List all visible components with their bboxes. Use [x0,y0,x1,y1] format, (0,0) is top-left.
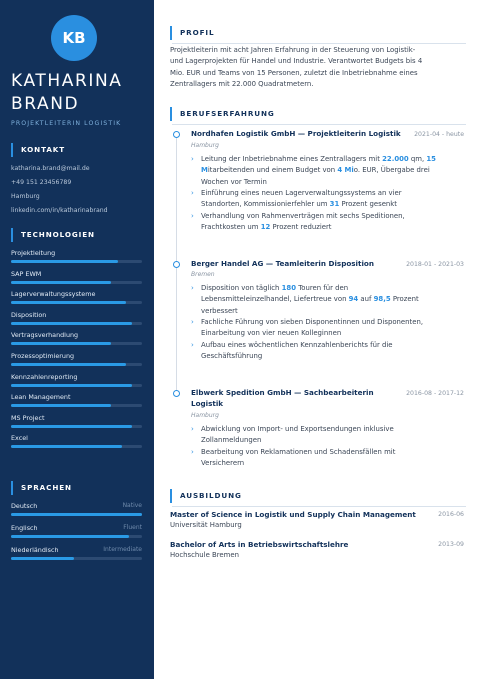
bullet-text: itarbeitenden und einem Budget von [207,166,338,175]
timeline-dot [173,390,180,397]
highlight-number: 31 [329,200,340,209]
bullet-line [191,306,466,317]
bullet-text: Einarbeitung von vier neuen Kolleginnen [201,329,342,338]
timeline-dot [173,131,180,138]
bullet-line [191,447,466,458]
skill-bar [11,445,142,448]
bullet-text: Verhandlung von Rahmenverträgen mit sechs Speditionen, [201,211,405,220]
timeline-dot [173,261,180,268]
job-title: Berger Handel AG — Teamleiterin Disposition [191,259,374,268]
bullet-text: Geschäftsführung [201,351,263,360]
highlight-number: 180 [281,284,297,292]
bullet-text: Fachliche Führung von sieben Disponentinnen und Disponenten, [201,317,424,326]
skill-label: Prozessoptimierung [11,352,75,360]
summary-line: Zentrallagers mit 22.000 Quadratmetern. [170,79,314,88]
bullet-line [191,211,466,222]
job-date: 2016-08 - 2017-12 [406,390,464,397]
contact-phone[interactable]: +49 151 23456789 [11,179,72,186]
bullet-line [191,188,466,199]
bullet-text: verbessert [201,306,238,315]
skill-bar [11,260,142,263]
skill-label: Kennzahlenreporting [11,372,78,381]
bullet-arrow-icon: › [191,340,194,349]
skill-bar-fill [11,363,126,366]
bullet-text: Bearbeitung von Reklamationen und Schadensfällen mit [201,447,396,456]
bullet-text: Versicherern [201,458,245,467]
job-title-continued: Logistik [191,399,224,408]
highlight-number: M [201,166,208,175]
bullet-line [191,435,466,446]
language-label: Englisch [11,524,38,532]
summary-line: Mio. EUR und Teams von 15 Personen, zuletzt die Inbetriebnahme eines [170,68,418,77]
bullet-arrow-icon: › [191,425,194,433]
language-bar [11,535,142,538]
job-location: Hamburg [191,412,219,419]
bullet-text: Abwicklung von Import- und Exportsendungen inklusive [201,425,394,433]
skill-label: MS Project [11,413,45,422]
bullet-arrow-icon: › [191,317,194,326]
first-name: KATHARINA [11,71,123,91]
sidebar [0,0,154,679]
skill-bar [11,425,142,428]
bullet-arrow-icon: › [191,447,194,456]
job-location: Bremen [191,271,215,278]
contact-city: Hamburg [11,193,40,200]
languages-heading: SPRACHEN [11,481,142,495]
summary-line: und Lagerprojekten für Handel und Industrie. Verantwortet Budgets bis 4 [170,57,423,66]
highlight-number: 22.000 [382,155,409,163]
bullet-text: Standorten, Kommissionierfehler um [201,200,330,209]
bullet-line [191,294,466,305]
bullet-text: Prozent [390,295,419,304]
profile-summary [170,45,462,90]
skill-bar-fill [11,260,118,263]
skill-bar-fill [11,425,132,428]
skill-label: Lagerverwaltungssysteme [11,290,96,299]
bullet-text: Prozent gesenkt [339,200,397,209]
language-bar [11,513,142,516]
bullet-text: Wochen vor Termin [201,177,267,186]
bullet-arrow-icon: › [191,211,194,220]
job-title: Nordhafen Logistik GmbH — Projektleiterin Logistik [191,129,401,138]
skill-bar [11,404,142,407]
bullet-text: Einführung eines neuen Lagerverwaltungssystems an vier [201,188,402,197]
divider [172,124,466,125]
skill-bar-fill [11,404,111,407]
bullet-arrow-icon: › [191,284,194,292]
job-date: 2021-04 - heute [414,131,464,138]
bullet-line [191,317,466,328]
bullet-line [191,222,466,233]
skill-bar [11,384,142,387]
skill-label: Projektleitung [11,249,56,257]
highlight-number: 12 [260,222,271,231]
skill-bar [11,281,142,284]
contact-email[interactable]: katharina.brand@mail.de [11,165,90,172]
bullet-line [191,424,466,435]
skill-label: Disposition [11,310,47,319]
language-label: Deutsch [11,502,38,510]
skill-bar [11,363,142,366]
highlight-number: 94 [348,295,359,304]
skill-bar-fill [11,301,126,304]
education-degree: Bachelor of Arts in Betriebswirtschaftslehre [170,540,349,549]
language-level: Native [122,502,142,509]
job-role: PROJEKTLEITERIN LOGISTIK [11,120,122,127]
bullet-text: o. EUR, Übergabe drei [353,166,430,175]
bullet-text: Frachtkosten um [201,222,261,231]
education-school: Hochschule Bremen [170,551,239,559]
last-name: BRAND [11,94,80,114]
bullet-text: Lebensmitteleinzelhandel, Liefertreue von [201,295,349,304]
skill-label: Vertragsverhandlung [11,331,79,340]
bullet-line [191,351,466,362]
bullet-text: Touren für den [296,284,349,292]
highlight-number: 98,5 [373,295,391,304]
education-degree: Master of Science in Logistik und Supply Chain Management [170,510,416,519]
skill-bar-fill [11,322,132,325]
job-title: Elbwerk Spedition GmbH — Sachbearbeiterin [191,388,374,397]
bullet-arrow-icon: › [191,188,194,197]
language-bar-fill [11,557,74,560]
bullet-text: qm, [408,155,427,163]
skill-bar-fill [11,281,111,284]
job-date: 2018-01 - 2021-03 [406,261,464,268]
education-date: 2013-09 [438,541,464,548]
divider [172,506,466,507]
highlight-number: 4 Mi [337,166,354,175]
highlight-number: 15 [426,155,436,163]
language-bar-fill [11,535,129,538]
summary-line: Projektleiterin mit acht Jahren Erfahrung in der Steuerung von Logistik- [170,46,416,54]
education-heading-label: AUSBILDUNG [180,491,242,500]
language-bar-fill [11,513,142,516]
bullet-text: Aufbau eines wöchentlichen Kennzahlenberichts für die [201,340,393,349]
education-school: Universität Hamburg [170,521,242,529]
contact-linkedin[interactable]: linkedin.com/in/katharinabrand [11,207,108,214]
bullet-line [191,154,466,165]
monogram-avatar: KB [51,15,97,61]
education-heading [170,489,466,503]
experience-heading [170,107,466,121]
bullet-line [191,177,466,188]
skill-bar-fill [11,445,122,448]
bullet-line [191,199,466,210]
divider [172,43,466,44]
profile-heading [170,26,466,40]
bullet-line [191,165,466,176]
bullet-line [191,328,466,339]
language-level: Intermediate [103,546,142,553]
skill-label: Lean Management [11,393,71,402]
skill-bar [11,301,142,304]
skill-label: SAP EWM [11,269,42,278]
language-bar [11,557,142,560]
bullet-line [191,340,466,351]
profile-heading-label: PROFIL [180,28,215,37]
bullet-text: Zollanmeldungen [201,436,262,445]
contact-heading: KONTAKT [11,143,142,157]
skill-bar-fill [11,384,132,387]
skill-label: Excel [11,434,28,443]
education-date: 2016-06 [438,511,464,518]
skill-bar [11,342,142,345]
language-label: Niederländisch [11,546,59,554]
skill-bar-fill [11,342,111,345]
bullet-text: auf [358,295,374,304]
bullet-line [191,458,466,469]
bullet-arrow-icon: › [191,155,194,163]
skill-bar [11,322,142,325]
bullet-line [191,283,466,294]
experience-heading-label: BERUFSERFAHRUNG [180,109,275,118]
skills-heading: TECHNOLOGIEN [11,228,142,242]
bullet-text: Disposition von täglich [201,284,282,292]
bullet-text: Leitung der Inbetriebnahme eines Zentrallagers mit [201,155,383,163]
language-level: Fluent [123,524,142,531]
job-location: Hamburg [191,142,219,149]
bullet-text: Prozent reduziert [270,222,332,231]
